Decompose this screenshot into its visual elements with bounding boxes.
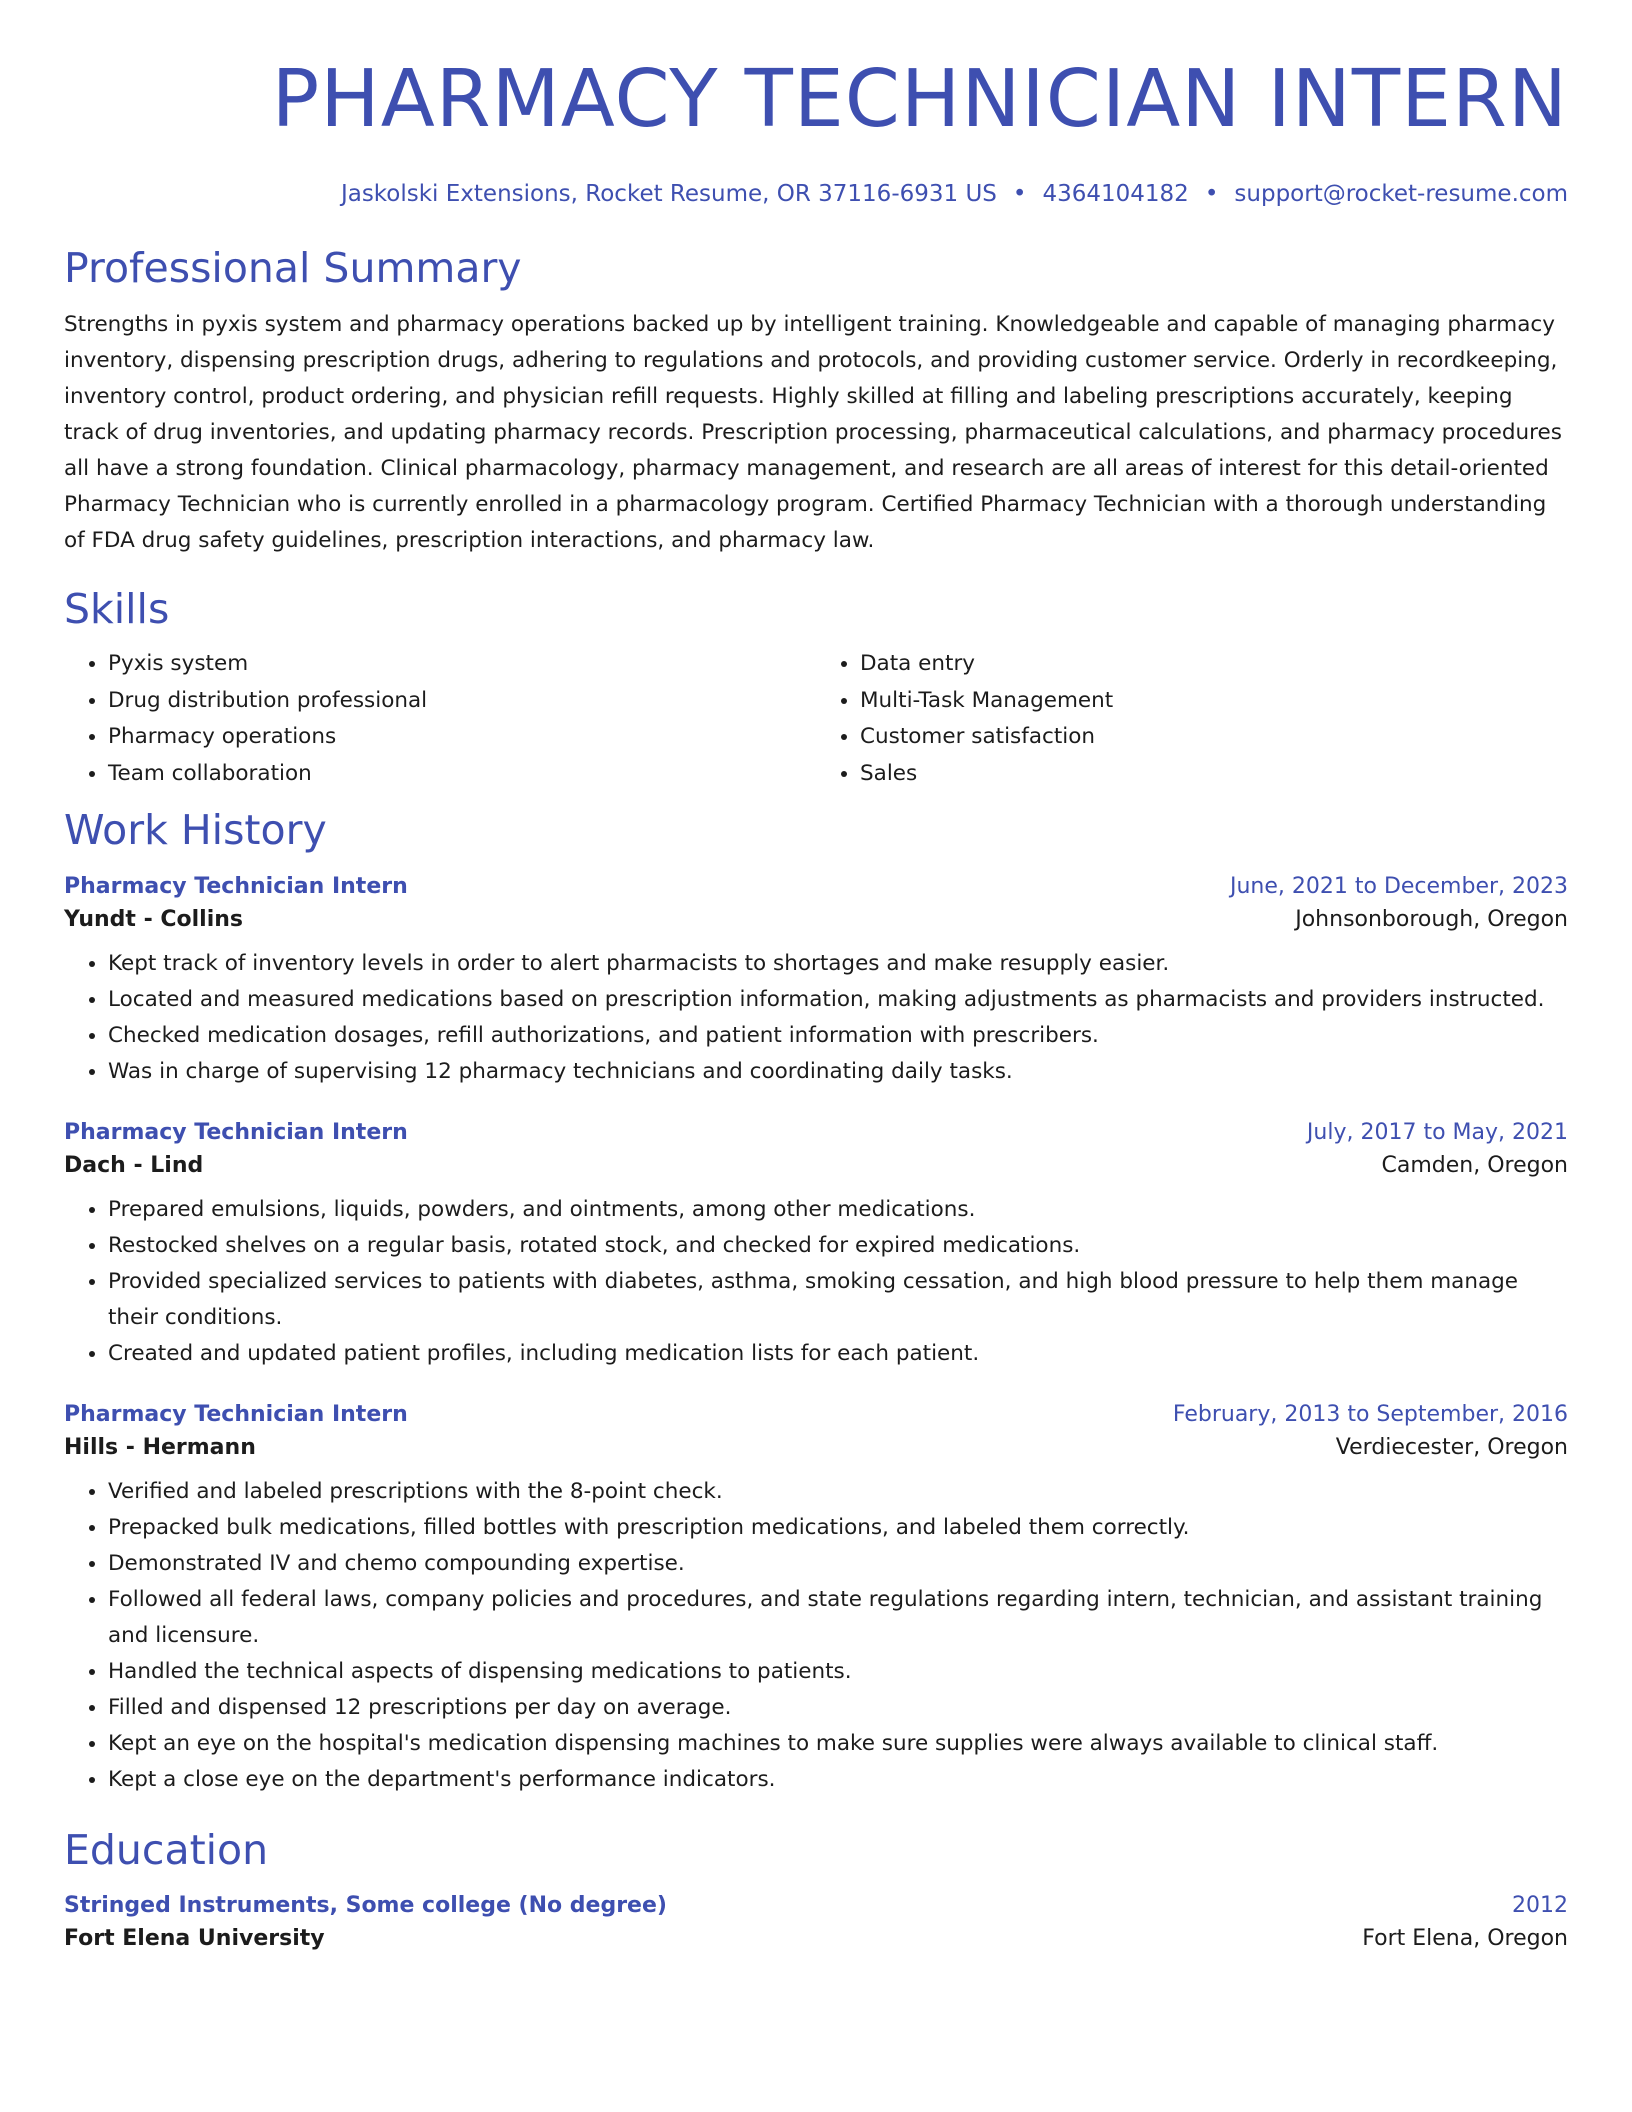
summary-heading: Professional Summary [64, 244, 522, 292]
job-title: Pharmacy Technician Intern [64, 1401, 408, 1427]
job-location: Verdiecester, Oregon [1335, 1434, 1568, 1460]
education-location: Fort Elena, Oregon [1362, 1925, 1568, 1951]
job-company: Dach - Lind [64, 1152, 204, 1178]
job-title: Pharmacy Technician Intern [64, 873, 408, 899]
education-degree: Stringed Instruments, Some college (No degree) [64, 1892, 667, 1918]
job-duty-item: • Prepacked bulk medications, filled bottles with prescription medications, and labeled them correctly. [108, 1510, 1568, 1546]
job-duty-item: • Verified and labeled prescriptions with the 8-point check. [108, 1474, 1568, 1510]
job-duty-item: • Handled the technical aspects of dispensing medications to patients. [108, 1654, 1568, 1690]
skills-column-right [816, 646, 1568, 792]
contact-line [64, 181, 1568, 207]
skill-item: • Drug distribution professional [108, 683, 816, 720]
job-duties [64, 1192, 1568, 1372]
job-duties [64, 946, 1568, 1090]
work-history-heading: Work History [64, 806, 327, 855]
job-duties [64, 1474, 1568, 1798]
job-header-row [64, 1120, 1568, 1145]
skills-heading: Skills [64, 585, 170, 634]
education-year: 2012 [1512, 1892, 1568, 1918]
job-duty-item: • Kept an eye on the hospital's medication dispensing machines to make sure supplies were always available to clinical staff. [108, 1726, 1568, 1762]
job-company: Hills - Hermann [64, 1434, 256, 1460]
job-duty-item: • Followed all federal laws, company policies and procedures, and state regulations regarding intern, technician, and assistant training and licensure. [108, 1582, 1568, 1654]
candidate-name: PHARMACY TECHNICIAN INTERN [271, 53, 1568, 145]
job-duty-item: • Located and measured medications based on prescription information, making adjustments as pharmacists and providers instructed. [108, 982, 1568, 1018]
job-duty-item: • Restocked shelves on a regular basis, rotated stock, and checked for expired medications. [108, 1228, 1568, 1264]
job-header-row [64, 1402, 1568, 1427]
job-duty-item: • Kept a close eye on the department's performance indicators. [108, 1762, 1568, 1798]
skill-item: • Multi-Task Management [860, 683, 1568, 720]
job-header-row [64, 874, 1568, 899]
job-duty-item: • Created and updated patient profiles, including medication lists for each patient. [108, 1336, 1568, 1372]
job-title: Pharmacy Technician Intern [64, 1119, 408, 1145]
education-heading: Education [64, 1825, 269, 1874]
contact-address: Jaskolski Extensions, Rocket Resume, OR 37116-6931 US [340, 181, 997, 207]
contact-separator: • [1204, 181, 1219, 207]
skill-item: • Sales [860, 756, 1568, 793]
job-entry [64, 1120, 1568, 1372]
job-employer-row [64, 1435, 1568, 1460]
skill-item: • Pharmacy operations [108, 719, 816, 756]
contact-separator: • [1012, 181, 1027, 207]
skill-item: • Pyxis system [108, 646, 816, 683]
job-dates: June, 2021 to December, 2023 [1229, 873, 1568, 899]
job-entry [64, 1402, 1568, 1798]
job-duty-item: • Kept track of inventory levels in order to alert pharmacists to shortages and make resupply easier. [108, 946, 1568, 982]
education-header-row [64, 1893, 1568, 1918]
job-duty-item: • Filled and dispensed 12 prescriptions per day on average. [108, 1690, 1568, 1726]
skills-list [64, 646, 1568, 792]
job-employer-row [64, 907, 1568, 932]
skill-item: • Team collaboration [108, 756, 816, 793]
education-school-row [64, 1926, 1568, 1951]
job-entry [64, 874, 1568, 1090]
job-duty-item: • Checked medication dosages, refill authorizations, and patient information with prescribers. [108, 1018, 1568, 1054]
contact-phone: 4364104182 [1042, 181, 1189, 207]
job-dates: July, 2017 to May, 2021 [1306, 1119, 1568, 1145]
education-school: Fort Elena University [64, 1925, 325, 1951]
job-duty-item: • Provided specialized services to patients with diabetes, asthma, smoking cessation, and high blood pressure to help them manage their conditions. [108, 1264, 1568, 1336]
skills-column-left [64, 646, 816, 792]
education-entry [64, 1893, 1568, 1951]
job-company: Yundt - Collins [64, 906, 244, 932]
contact-email: support@rocket-resume.com [1234, 181, 1568, 207]
job-location: Johnsonborough, Oregon [1295, 906, 1568, 932]
job-location: Camden, Oregon [1381, 1152, 1568, 1178]
job-duty-item: • Prepared emulsions, liquids, powders, and ointments, among other medications. [108, 1192, 1568, 1228]
resume-header [64, 53, 1568, 207]
job-dates: February, 2013 to September, 2016 [1172, 1401, 1568, 1427]
job-duty-item: • Was in charge of supervising 12 pharmacy technicians and coordinating daily tasks. [108, 1054, 1568, 1090]
skill-item: • Customer satisfaction [860, 719, 1568, 756]
job-duty-item: • Demonstrated IV and chemo compounding expertise. [108, 1546, 1568, 1582]
job-employer-row [64, 1153, 1568, 1178]
summary-text: Strengths in pyxis system and pharmacy operations backed up by intelligent training. Knowledgeable and capable of managing pharmacy inventory, dispensing prescription drugs, adhering to regulations and protocols, and providing customer service. Orderly in recordkeeping, inventory control, product ordering, and physician refill requests. Highly skilled at filling and labeling prescriptions accurately, keeping track of drug inventories, and updating pharmacy records. Prescription processing, pharmaceutical calculations, and pharmacy procedures all have a strong foundation. Clinical pharmacology, pharmacy management, and research are all areas of interest for this detail-oriented Pharmacy Technician who is currently enrolled in a pharmacology program. Certified Pharmacy Technician with a thorough understanding of FDA drug safety guidelines, prescription interactions, and pharmacy law. [64, 312, 1562, 554]
skill-item: • Data entry [860, 646, 1568, 683]
